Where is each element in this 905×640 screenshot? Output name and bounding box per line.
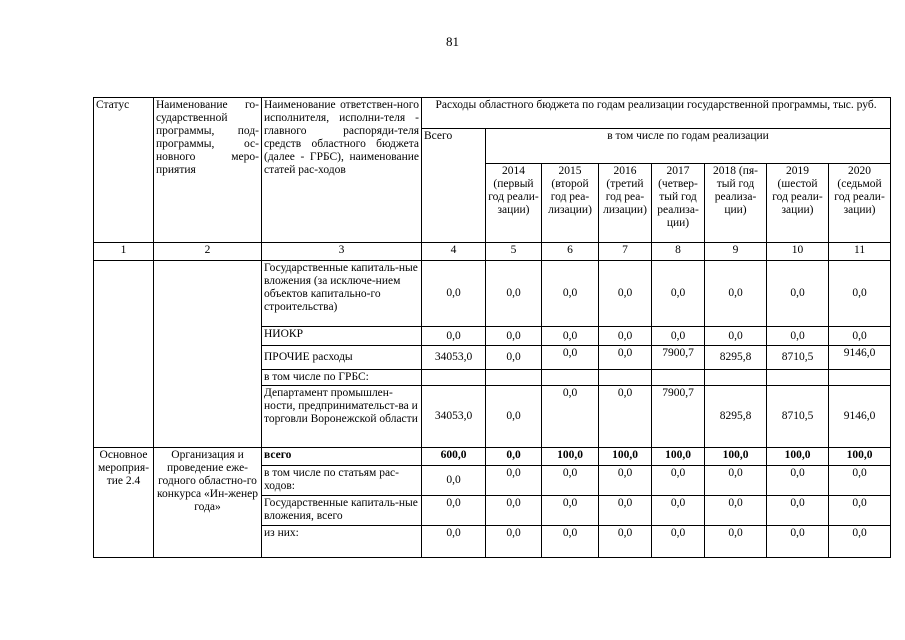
value-cell: 0,0 <box>599 496 652 526</box>
value-cell: 0,0 <box>486 261 542 327</box>
value-cell: 0,0 <box>422 526 486 558</box>
value-cell: 0,0 <box>486 466 542 496</box>
value-cell <box>767 370 829 386</box>
value-cell: 9146,0 <box>829 346 891 370</box>
measure-status: Основное мероприя-тие 2.4 <box>94 448 154 558</box>
row-label: в том числе по ГРБС: <box>262 370 422 386</box>
value-cell: 0,0 <box>652 466 705 496</box>
value-cell: 8295,8 <box>705 346 767 370</box>
measure-name: Организация и проведение еже-годного областно-го конкурса «Ин-женер года» <box>154 448 262 558</box>
value-cell: 34053,0 <box>422 386 486 448</box>
row-label: Государственные капиталь-ные вложения, всего <box>262 496 422 526</box>
value-cell: 0,0 <box>542 327 599 346</box>
header-year-2014: 2014 (первый год реали-зации) <box>486 164 542 243</box>
value-cell: 34053,0 <box>422 346 486 370</box>
table-row <box>94 448 891 466</box>
value-cell: 0,0 <box>422 261 486 327</box>
value-cell: 0,0 <box>486 346 542 370</box>
header-year-2017: 2017 (четвер-тый год реализа-ции) <box>652 164 705 243</box>
value-cell: 0,0 <box>486 496 542 526</box>
value-cell: 0,0 <box>829 526 891 558</box>
col-number: 11 <box>829 243 891 261</box>
value-cell: 0,0 <box>599 386 652 448</box>
budget-table <box>93 97 891 558</box>
row-label: Государственные капиталь-ные вложения (за исключе-нием объектов капитально-го строительства) <box>262 261 422 327</box>
value-cell: 0,0 <box>829 466 891 496</box>
value-cell: 0,0 <box>486 526 542 558</box>
value-cell: 0,0 <box>652 261 705 327</box>
page-number: 81 <box>446 34 459 49</box>
value-cell: 0,0 <box>705 327 767 346</box>
value-cell: 7900,7 <box>652 346 705 370</box>
header-expenses-title: Расходы областного бюджета по годам реализации государственной программы, тыс. руб. <box>422 98 891 129</box>
value-cell: 0,0 <box>829 496 891 526</box>
value-cell: 600,0 <box>422 448 486 466</box>
value-cell: 0,0 <box>542 496 599 526</box>
value-cell: 100,0 <box>705 448 767 466</box>
value-cell <box>599 370 652 386</box>
value-cell: 0,0 <box>422 496 486 526</box>
value-cell: 0,0 <box>486 327 542 346</box>
value-cell: 0,0 <box>705 526 767 558</box>
value-cell: 0,0 <box>486 448 542 466</box>
value-cell: 0,0 <box>767 261 829 327</box>
value-cell: 0,0 <box>705 466 767 496</box>
value-cell: 0,0 <box>542 526 599 558</box>
value-cell: 100,0 <box>599 448 652 466</box>
value-cell: 0,0 <box>767 327 829 346</box>
value-cell <box>486 370 542 386</box>
col-number: 6 <box>542 243 599 261</box>
value-cell: 0,0 <box>599 526 652 558</box>
value-cell: 0,0 <box>652 526 705 558</box>
header-year-2020: 2020 (седьмой год реали-зации) <box>829 164 891 243</box>
col-number: 3 <box>262 243 422 261</box>
value-cell: 0,0 <box>652 327 705 346</box>
row-label: Департамент промышлен-ности, предпринимательст-ва и торговли Воронежской области <box>262 386 422 448</box>
value-cell: 8710,5 <box>767 386 829 448</box>
value-cell: 0,0 <box>705 261 767 327</box>
table-row <box>94 261 891 327</box>
column-numbers-row <box>94 243 891 261</box>
col-number: 7 <box>599 243 652 261</box>
col-number: 2 <box>154 243 262 261</box>
value-cell: 0,0 <box>599 327 652 346</box>
value-cell: 0,0 <box>542 346 599 370</box>
value-cell: 0,0 <box>542 261 599 327</box>
header-program-name: Наименование го-сударственной программы, под-программы, ос-новного меро-приятия <box>154 98 262 243</box>
value-cell: 0,0 <box>599 346 652 370</box>
header-total: Всего <box>422 129 486 243</box>
value-cell: 0,0 <box>829 327 891 346</box>
header-by-years: в том числе по годам реализации <box>486 129 891 164</box>
row-label: из них: <box>262 526 422 558</box>
value-cell <box>542 370 599 386</box>
row-label: в том числе по статьям рас-ходов: <box>262 466 422 496</box>
row-label: всего <box>262 448 422 466</box>
header-year-2018: 2018 (пя-тый год реализа-ции) <box>705 164 767 243</box>
value-cell: 100,0 <box>652 448 705 466</box>
value-cell <box>829 370 891 386</box>
value-cell: 8710,5 <box>767 346 829 370</box>
value-cell: 0,0 <box>542 386 599 448</box>
value-cell <box>422 370 486 386</box>
value-cell: 0,0 <box>767 496 829 526</box>
value-cell <box>705 370 767 386</box>
value-cell: 0,0 <box>486 386 542 448</box>
value-cell: 8295,8 <box>705 386 767 448</box>
value-cell: 0,0 <box>767 466 829 496</box>
header-status: Статус <box>94 98 154 243</box>
header-year-2016: 2016 (третий год реа-лизации) <box>599 164 652 243</box>
col-number: 9 <box>705 243 767 261</box>
name-cell-empty <box>154 261 262 448</box>
value-cell: 0,0 <box>705 496 767 526</box>
value-cell: 100,0 <box>767 448 829 466</box>
value-cell: 0,0 <box>422 466 486 496</box>
col-number: 1 <box>94 243 154 261</box>
value-cell: 0,0 <box>767 526 829 558</box>
col-number: 8 <box>652 243 705 261</box>
header-executor: Наименование ответствен-ного исполнителя, исполни-теля - главного распоряди-теля средств областного бюджета (далее - ГРБС), наименование статей рас-ходов <box>262 98 422 243</box>
value-cell: 0,0 <box>652 496 705 526</box>
value-cell: 100,0 <box>829 448 891 466</box>
value-cell: 0,0 <box>599 261 652 327</box>
col-number: 5 <box>486 243 542 261</box>
value-cell <box>652 370 705 386</box>
col-number: 4 <box>422 243 486 261</box>
value-cell: 0,0 <box>829 261 891 327</box>
header-year-2019: 2019 (шестой год реали-зации) <box>767 164 829 243</box>
value-cell: 9146,0 <box>829 386 891 448</box>
row-label: НИОКР <box>262 327 422 346</box>
value-cell: 0,0 <box>599 466 652 496</box>
value-cell: 0,0 <box>542 466 599 496</box>
col-number: 10 <box>767 243 829 261</box>
status-cell-empty <box>94 261 154 448</box>
value-cell: 100,0 <box>542 448 599 466</box>
header-year-2015: 2015 (второй год реа-лизации) <box>542 164 599 243</box>
value-cell: 0,0 <box>422 327 486 346</box>
row-label: ПРОЧИЕ расходы <box>262 346 422 370</box>
value-cell: 7900,7 <box>652 386 705 448</box>
